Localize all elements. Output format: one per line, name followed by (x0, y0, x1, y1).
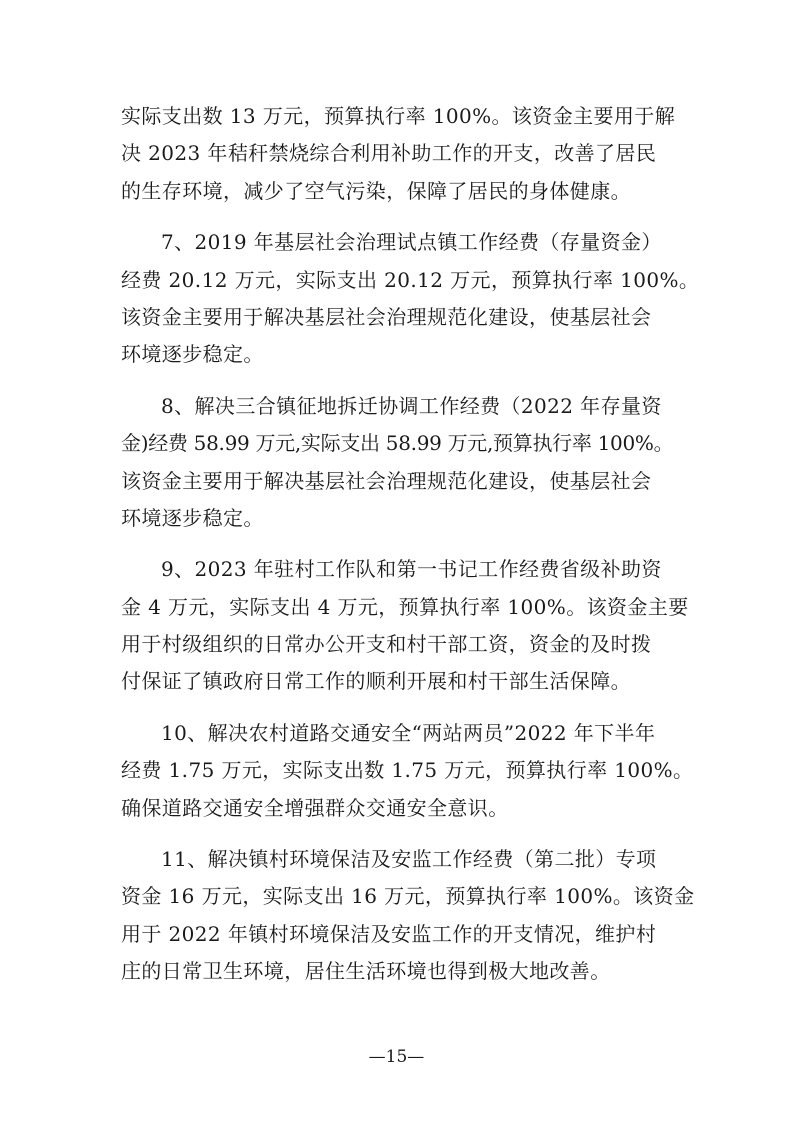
text-line: 用于村级组织的日常办公开支和村干部工资，资金的及时拨 (121, 632, 652, 657)
text-line: 付保证了镇政府日常工作的顺利开展和村干部生活保障。 (121, 669, 631, 694)
text-line: 10、解决农村道路交通安全“两站两员”2022 年下半年 (161, 720, 656, 745)
paragraph-item-11 (121, 841, 695, 991)
page-number: —15— (368, 1047, 425, 1067)
text-line: 实际支出数 13 万元，预算执行率 100%。该资金主要用于解 (121, 104, 676, 128)
paragraph-item-7 (121, 224, 700, 374)
text-line: 该资金主要用于解决基层社会治理规范化建设，使基层社会 (121, 304, 652, 329)
text-line: 庄的日常卫生环境，居住生活环境也得到极大地改善。 (121, 959, 611, 984)
paragraph-item-9 (121, 551, 689, 701)
text-line: 环境逐步稳定。 (121, 505, 264, 530)
text-line: 11、解决镇村环境保洁及安监工作经费（第二批）专项 (161, 847, 657, 872)
text-line: 该资金主要用于解决基层社会治理规范化建设，使基层社会 (121, 468, 652, 493)
text-line: 金)经费 58.99 万元,实际支出 58.99 万元,预算执行率 100%。 (121, 431, 674, 456)
text-line: 9、2023 年驻村工作队和第一书记工作经费省级补助资 (161, 557, 662, 582)
text-line: 8、解决三合镇征地拆迁协调工作经费（2022 年存量资 (161, 393, 662, 418)
paragraph-continuation (121, 98, 681, 210)
body-text (121, 98, 700, 991)
text-line: 资金 16 万元，实际支出 16 万元，预算执行率 100%。该资金 (121, 884, 695, 909)
text-line: 7、2019 年基层社会治理试点镇工作经费（存量资金） (161, 230, 662, 255)
text-line: 用于 2022 年镇村环境保洁及安监工作的开支情况，维护村 (121, 921, 657, 946)
text-line: 经费 20.12 万元，实际支出 20.12 万元，预算执行率 100%。 (121, 267, 700, 292)
text-line: 经费 1.75 万元，实际支出数 1.75 万元，预算执行率 100%。 (121, 758, 694, 783)
text-line: 金 4 万元，实际支出 4 万元，预算执行率 100%。该资金主要 (121, 594, 689, 619)
paragraph-item-8 (121, 388, 681, 538)
text-line: 决 2023 年秸秆禁烧综合利用补助工作的开支，改善了居民 (121, 141, 657, 166)
text-line: 环境逐步稳定。 (121, 342, 264, 367)
text-line: 的生存环境，减少了空气污染，保障了居民的身体健康。 (121, 178, 631, 203)
text-line: 确保道路交通安全增强群众交通安全意识。 (121, 795, 509, 820)
paragraph-item-10 (121, 715, 694, 827)
